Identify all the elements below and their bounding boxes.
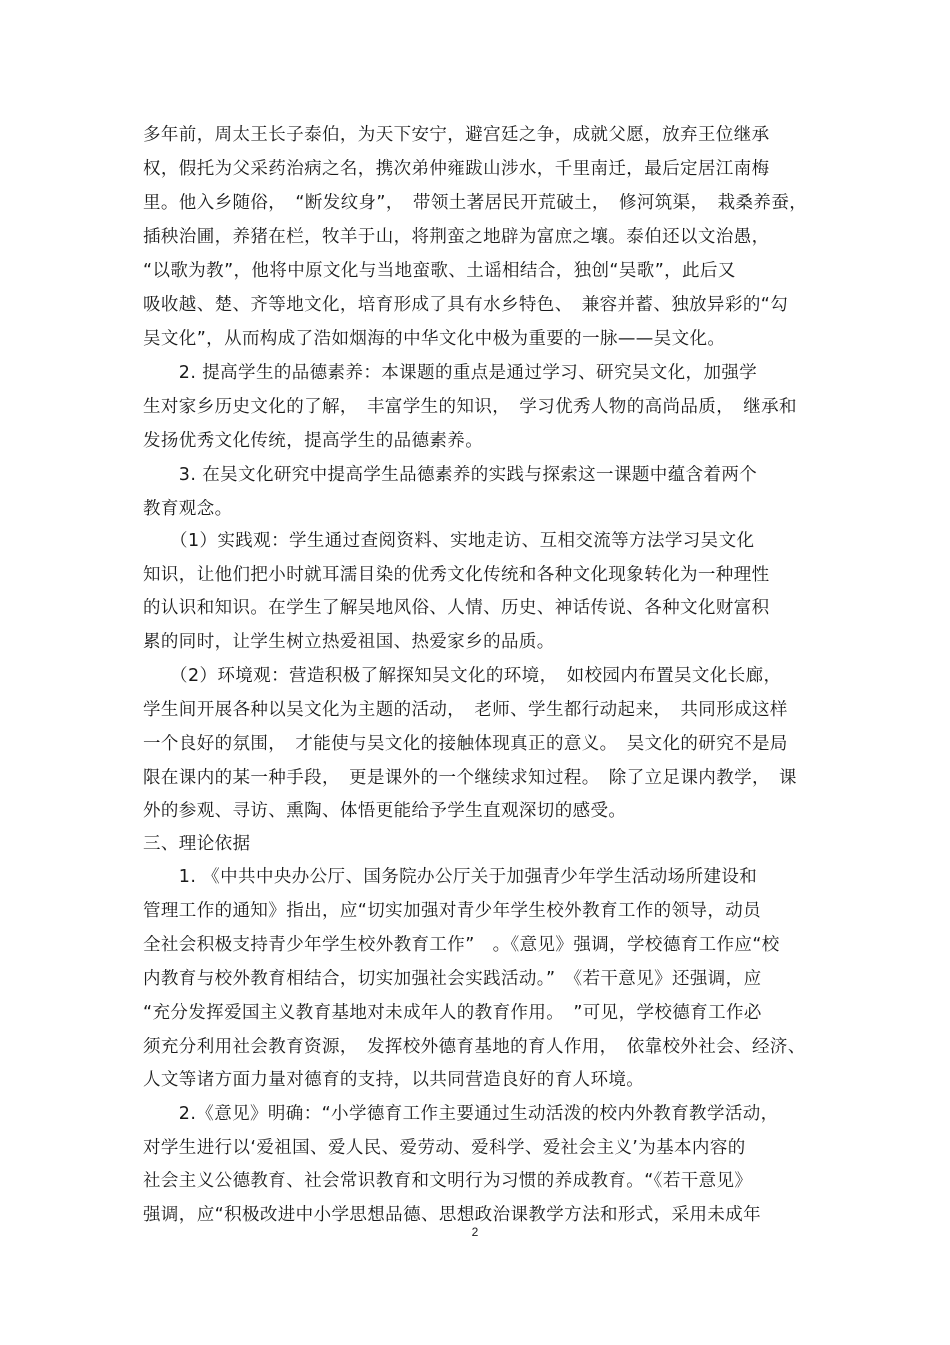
text-line: “充分发挥爱国主义教育基地对未成年人的教育作用。 ”可见，学校德育工作必 [143,1003,762,1023]
text-line: 管理工作的通知》指出，应“切实加强对青少年学生校外教育工作的领导，动员 [143,901,762,921]
text-line: 2.《意见》明确：“小学德育工作主要通过生动活泼的校内外教育教学活动， [143,1104,779,1124]
text-line: 对学生进行以‘爱祖国、爱人民、爱劳动、爱科学、爱社会主义’为基本内容的 [143,1138,746,1158]
text-line: 强调，应“积极改进中小学思想品德、思想政治课教学方法和形式，采用未成年 [143,1205,762,1225]
text-line: 人文等诸方面力量对德育的支持，以共同营造良好的育人环境。 [143,1070,645,1090]
text-line: 教育观念。 [143,499,233,519]
text-line: 社会主义公德教育、社会常识教育和文明行为习惯的养成教育。“《若干意见》 [143,1171,753,1191]
text-line: 吸收越、楚、齐等地文化，培育形成了具有水乡特色、 兼容并蓄、独放异彩的“勾 [143,295,789,315]
section-heading: 三、理论依据 [143,834,251,854]
text-line: 插秧治圃，养猪在栏，牧羊于山，将荆蛮之地辟为富庶之壤。泰伯还以文治愚， [143,227,770,247]
text-line: 吴文化”，从而构成了浩如烟海的中华文化中极为重要的一脉——吴文化。 [143,329,726,349]
text-line: 一个良好的氛围， 才能使与吴文化的接触体现真正的意义。 吴文化的研究不是局 [143,734,788,754]
text-line: 限在课内的某一种手段， 更是课外的一个继续求知过程。 除了立足课内教学， 课 [143,768,797,788]
text-line: （1）实践观：学生通过查阅资料、实地走访、互相交流等方法学习吴文化 [143,531,755,551]
text-line: 生对家乡历史文化的了解， 丰富学生的知识， 学习优秀人物的高尚品质， 继承和 [143,397,797,417]
text-line: 累的同时，让学生树立热爱祖国、热爱家乡的品质。 [143,632,555,652]
text-line: 学生间开展各种以吴文化为主题的活动， 老师、学生都行动起来， 共同形成这样 [143,700,788,720]
text-line: “以歌为教”，他将中原文化与当地蛮歌、土谣相结合，独创“吴歌”，此后又 [143,261,736,281]
text-line: （2）环境观：营造积极了解探知吴文化的环境， 如校园内布置吴文化长廊， [143,666,782,686]
text-line: 1. 《中共中央办公厅、国务院办公厅关于加强青少年学生活动场所建设和 [143,867,758,887]
text-line: 知识，让他们把小时就耳濡目染的优秀文化传统和各种文化现象转化为一种理性 [143,565,770,585]
text-line: 全社会积极支持青少年学生校外教育工作” 。《意见》强调，学校德育工作应“校 [143,935,780,955]
text-line: 外的参观、寻访、熏陶、体悟更能给予学生直观深切的感受。 [143,801,627,821]
text-line: 权，假托为父采药治病之名，携次弟仲雍跋山涉水，千里南迁，最后定居江南梅 [143,159,770,179]
page-number: 2 [471,1225,479,1239]
text-line: 2. 提高学生的品德素养：本课题的重点是通过学习、研究吴文化，加强学 [143,363,758,383]
text-line: 多年前，周太王长子泰伯，为天下安宁，避宫廷之争，成就父愿，放弃王位继承 [143,125,770,145]
text-line: 内教育与校外教育相结合，切实加强社会实践活动。” 《若干意见》还强调，应 [143,969,762,989]
text-line: 的认识和知识。在学生了解吴地风俗、人情、历史、神话传说、各种文化财富积 [143,598,770,618]
text-line: 3. 在吴文化研究中提高学生品德素养的实践与探索这一课题中蕴含着两个 [143,465,758,485]
text-line: 里。他入乡随俗， “断发纹身”， 带领土著居民开荒破土， 修河筑渠， 栽桑养蚕， [143,193,808,213]
text-line: 发扬优秀文化传统，提高学生的品德素养。 [143,431,484,451]
text-line: 须充分利用社会教育资源， 发挥校外德育基地的育人作用， 依靠校外社会、经济、 [143,1037,806,1057]
